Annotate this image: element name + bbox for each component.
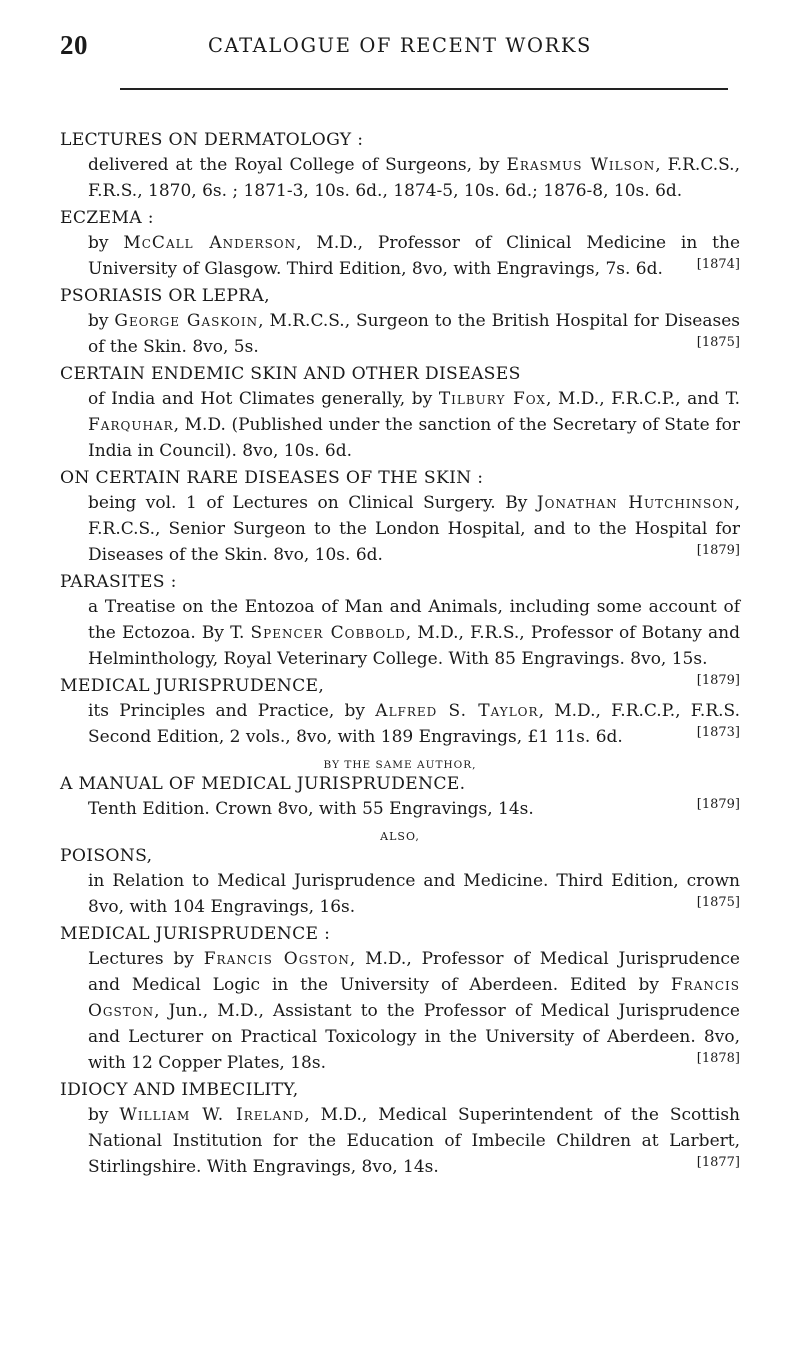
author-name: George Gaskoin: [114, 311, 259, 331]
entry-text: , Jun., M.D., Assistant to the Professor of Medical Jurisprudence and Lecturer on Practical Toxicology in the University of Aberdeen. 8vo, with 12 Copper Plates, 18s.: [88, 1001, 740, 1073]
catalogue-entry: [60, 206, 740, 282]
entry-text: by: [88, 233, 124, 253]
entry-description: [60, 1102, 740, 1180]
entry-title: MEDICAL JURISPRUDENCE,: [60, 676, 325, 696]
entry-description: [60, 698, 740, 750]
entry-text: delivered at the Royal College of Surgeons, by: [88, 155, 507, 175]
entry-text: , M.D., F.R.C.P., and T.: [545, 389, 740, 409]
entry-text: , M.D., F.R.S., Professor of Botany and Helminthology, Royal Veterinary College. With 85 Engravings. 8vo, 15s.: [88, 623, 741, 669]
entry-text: by: [88, 1105, 120, 1125]
entry-text: its Principles and Practice, by: [88, 701, 376, 721]
author-name: Francis Ogston: [203, 949, 350, 969]
header-rule: [120, 88, 728, 90]
entry-title: CERTAIN ENDEMIC SKIN AND OTHER DISEASES: [60, 364, 521, 384]
catalogue-entry: [60, 674, 740, 750]
entry-description: [60, 796, 740, 822]
publication-year: [1873]: [696, 725, 740, 740]
author-name: Tilbury Fox: [438, 389, 546, 409]
entry-description: [60, 868, 740, 920]
entry-text: in Relation to Medical Jurisprudence and Medicine. Third Edition, crown 8vo, with 104 Engravings, 16s.: [88, 871, 740, 917]
entry-title: IDIOCY AND IMBECILITY,: [60, 1080, 299, 1100]
entry-text: a Treatise on the Entozoa of Man and Animals, including some account of the Ectozoa. By T.: [88, 597, 740, 643]
entry-title: ON CERTAIN RARE DISEASES OF THE SKIN :: [60, 468, 484, 488]
catalogue-entry: [60, 128, 740, 204]
entry-text: Tenth Edition. Crown 8vo, with 55 Engravings, 14s.: [88, 799, 534, 819]
entry-text: , M.R.C.S., Surgeon to the British Hospital for Diseases of the Skin. 8vo, 5s.: [88, 311, 741, 357]
catalogue-entry: [60, 362, 740, 464]
entry-text: , M.D., Medical Superintendent of the Scottish National Institution for the Education of Imbecile Children at Larbert, Stirlingshire. With Engravings, 8vo, 14s.: [88, 1105, 740, 1177]
catalogue-entry: [60, 844, 740, 920]
entry-text: of India and Hot Climates generally, by: [88, 389, 439, 409]
author-name: Erasmus Wilson: [506, 155, 656, 175]
publication-year: [1879]: [696, 543, 740, 558]
entry-text: , M.D., F.R.C.P., F.R.S. Second Edition, 2 vols., 8vo, with 189 Engravings, £1 11s. 6d.: [88, 701, 740, 747]
entry-description: [60, 308, 740, 360]
publication-year: [1879]: [696, 673, 740, 688]
catalogue-entry: [60, 1078, 740, 1180]
publication-year: [1875]: [696, 895, 740, 910]
page-number: 20: [60, 30, 88, 60]
page-title: CATALOGUE OF RECENT WORKS: [207, 34, 593, 57]
catalogue-entry: [60, 466, 740, 568]
entry-text: , F.R.C.S., F.R.S., 1870, 6s. ; 1871-3, 10s. 6d., 1874-5, 10s. 6d.; 1876-8, 10s. 6d.: [88, 155, 740, 201]
entry-description: [60, 152, 740, 204]
entry-text: , M.D., Professor of Clinical Medicine in the University of Glasgow. Third Edition, 8vo, with Engravings, 7s. 6d.: [88, 233, 741, 279]
entry-text: , F.R.C.S., Senior Surgeon to the London Hospital, and to the Hospital for Diseases of the Skin. 8vo, 10s. 6d.: [88, 493, 740, 565]
entry-text: by: [88, 311, 115, 331]
entry-title: LECTURES ON DERMATOLOGY :: [60, 130, 364, 150]
entry-description: [60, 230, 740, 282]
author-name: McCall Anderson: [123, 233, 297, 253]
entry-title: PARASITES :: [60, 572, 177, 592]
publication-year: [1877]: [696, 1155, 740, 1170]
author-note: BY THE SAME AUTHOR,: [323, 759, 477, 771]
entry-text: , M.D. (Published under the sanction of the Secretary of State for India in Council). 8vo, 10s. 6d.: [88, 415, 740, 461]
entry-text: being vol. 1 of Lectures on Clinical Surgery. By: [88, 493, 537, 513]
entry-text: , M.D., Professor of Medical Jurisprudence and Medical Logic in the University of Aberdeen. Edited by: [88, 949, 740, 995]
entry-title: MEDICAL JURISPRUDENCE :: [60, 924, 331, 944]
entry-title: A MANUAL OF MEDICAL JURISPRUDENCE.: [60, 774, 466, 794]
entry-text: Lectures by: [88, 949, 204, 969]
catalogue-entry: [60, 922, 740, 1076]
entry-title: ECZEMA :: [60, 208, 154, 228]
author-name: Francis Ogston: [88, 975, 740, 1021]
author-name: William W. Ireland: [119, 1105, 305, 1125]
running-head: [60, 30, 740, 66]
publication-year: [1879]: [696, 797, 740, 812]
entry-title: PSORIASIS OR LEPRA,: [60, 286, 270, 306]
publication-year: [1875]: [696, 335, 740, 350]
author-note: ALSO,: [380, 830, 420, 843]
entry-description: [60, 490, 740, 568]
catalogue-entries: [60, 128, 740, 1182]
catalogue-entry: [60, 772, 740, 822]
author-name: Spencer Cobbold: [250, 623, 406, 643]
publication-year: [1874]: [696, 257, 740, 272]
publication-year: [1878]: [696, 1051, 740, 1066]
author-name: Jonathan Hutchinson: [536, 493, 735, 513]
entry-title: POISONS,: [60, 846, 153, 866]
entry-description: [60, 386, 740, 464]
author-name: Farquhar: [88, 415, 174, 435]
author-name: Alfred S. Taylor: [375, 701, 539, 721]
catalogue-entry: [60, 284, 740, 360]
entry-description: [60, 946, 740, 1076]
